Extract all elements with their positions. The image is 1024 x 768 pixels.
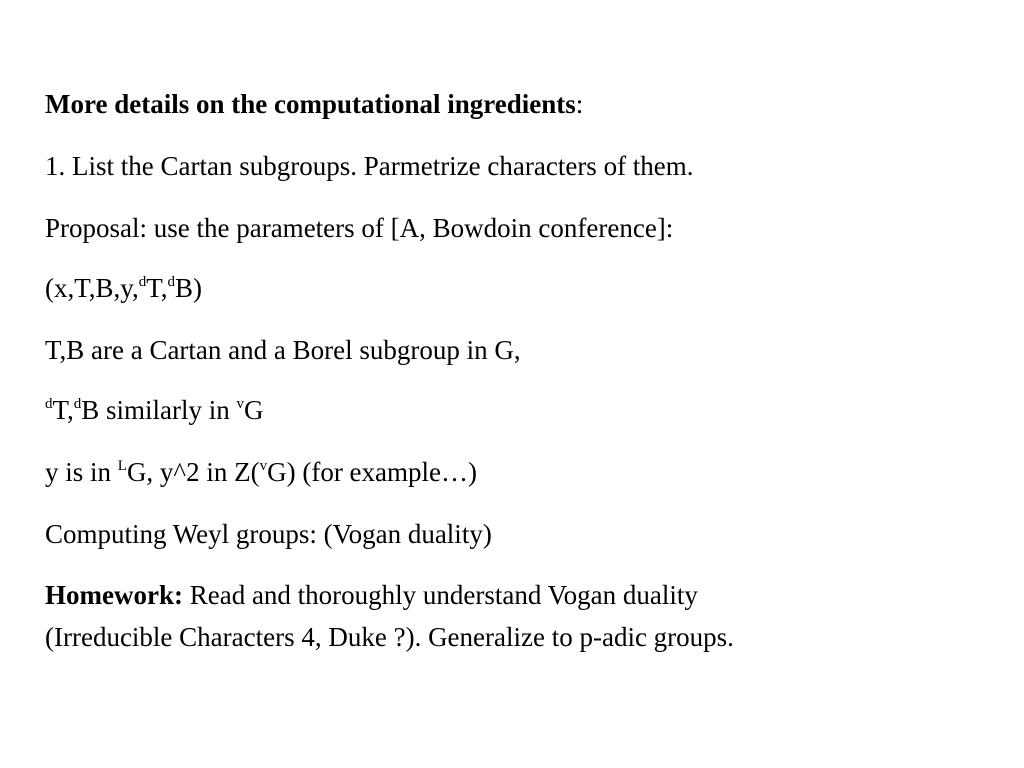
dual-superscript: d — [138, 274, 147, 290]
dual-superscript: d — [45, 396, 53, 412]
dual-superscript: d — [73, 396, 82, 412]
heading-colon: : — [575, 89, 584, 119]
homework-line-1 — [45, 579, 698, 611]
dual-superscript: d — [167, 274, 175, 290]
params-close: B) — [175, 273, 202, 303]
y-post: G) (for example…) — [267, 457, 478, 487]
homework-line-2: (Irreducible Characters 4, Duke ?). Generalize to p-adic groups. — [45, 622, 734, 652]
slide-heading — [45, 88, 583, 120]
params-t: T, — [146, 273, 168, 303]
homework-label: Homework: — [45, 580, 183, 610]
proposal-text: Proposal: use the parameters of [A, Bowdoin conference]: — [45, 213, 674, 243]
heading-title: More details on the computational ingredients — [45, 89, 576, 119]
l-group-superscript: L — [117, 458, 127, 474]
homework-text-1: Read and thoroughly understand Vogan duality — [182, 580, 698, 610]
dual-b-text: B similarly in — [81, 395, 237, 425]
y-pre: y is in — [45, 457, 118, 487]
tb-definition: T,B are a Cartan and a Borel subgroup in G, — [45, 335, 521, 365]
dual-definition — [45, 394, 264, 426]
item-1-text: 1. List the Cartan subgroups. Parmetrize characters of them. — [45, 151, 694, 181]
weyl-groups-text: Computing Weyl groups: (Vogan duality) — [45, 519, 492, 549]
y-mid: G, y^2 in Z( — [126, 457, 260, 487]
params-open: (x,T,B,y, — [45, 273, 139, 303]
dual-group-superscript: v — [236, 396, 244, 412]
dual-group-superscript: v — [259, 458, 268, 474]
parameters-tuple — [45, 272, 202, 304]
y-definition — [45, 456, 477, 488]
dual-g: G — [244, 395, 264, 425]
dual-t: T, — [52, 395, 74, 425]
